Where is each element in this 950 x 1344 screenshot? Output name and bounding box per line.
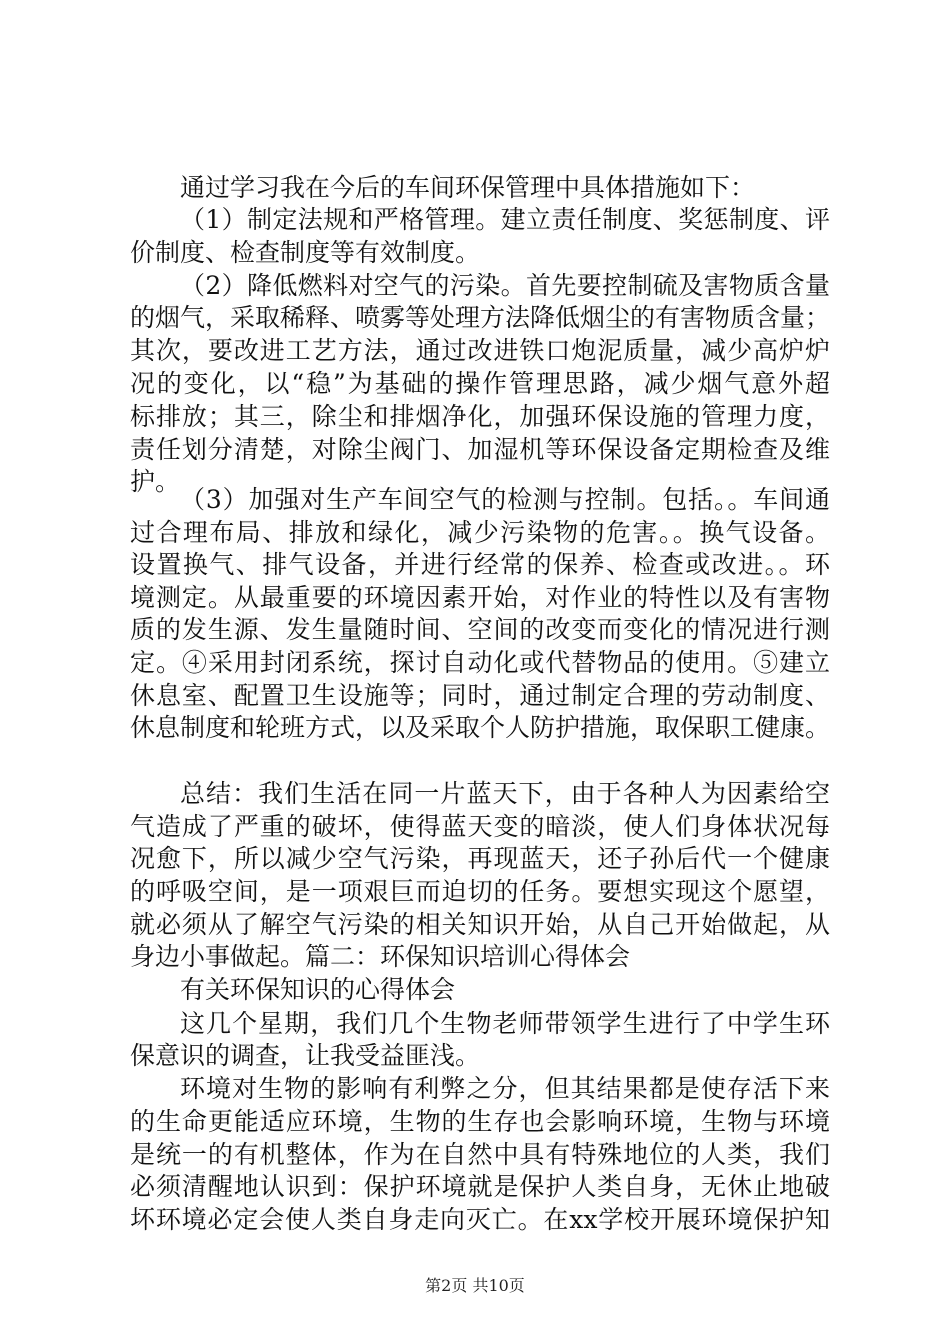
text-line: 是统一的有机整体，作为在自然中具有特殊地位的人类，我们 xyxy=(130,1140,830,1169)
text-line: 价制度、检查制度等有效制度。 xyxy=(130,238,481,267)
text-line: 的呼吸空间，是一项艰巨而迫切的任务。要想实现这个愿望， xyxy=(130,877,830,906)
text-line: 境测定。从最重要的环境因素开始，对作业的特性以及有害物 xyxy=(130,583,830,612)
text-line: 的生命更能适应环境，生物的生存也会影响环境，生物与环境 xyxy=(130,1107,830,1136)
text-line: 坏环境必定会使人类自身走向灭亡。在xx学校开展环境保护知 xyxy=(130,1205,830,1234)
text-line: 况的变化，以“稳”为基础的操作管理思路，减少烟气意外超 xyxy=(130,369,830,398)
text-line: 质的发生源、发生量随时间、空间的改变而变化的情况进行测 xyxy=(130,615,830,644)
text-line: 休息制度和轮班方式，以及采取个人防护措施，取保职工健康。 xyxy=(130,713,830,742)
text-line: 必须清醒地认识到：保护环境就是保护人类自身，无休止地破 xyxy=(130,1172,830,1201)
text-line: 的烟气，采取稀释、喷雾等处理方法降低烟尘的有害物质含量； xyxy=(130,303,830,332)
text-line: 设置换气、排气设备，并进行经常的保养、检查或改进。。环 xyxy=(130,550,830,579)
text-line: 气造成了严重的破坏，使得蓝天变的暗淡，使人们身体状况每 xyxy=(130,812,830,841)
text-line: 责任划分清楚，对除尘阀门、加湿机等环保设备定期检查及维 xyxy=(130,435,830,464)
text-line: （2）降低燃料对空气的污染。首先要控制硫及害物质含量 xyxy=(180,271,830,300)
text-line: 休息室、配置卫生设施等；同时，通过制定合理的劳动制度、 xyxy=(130,681,830,710)
text-line: 保意识的调查，让我受益匪浅。 xyxy=(130,1041,481,1070)
text-line: （1）制定法规和严格管理。建立责任制度、奖惩制度、评 xyxy=(180,205,830,234)
text-line: 这几个星期，我们几个生物老师带领学生进行了中学生环 xyxy=(180,1009,830,1038)
text-line: 总结：我们生活在同一片蓝天下，由于各种人为因素给空 xyxy=(180,779,830,808)
text-line: 标排放；其三，除尘和排烟净化，加强环保设施的管理力度， xyxy=(130,402,830,431)
page-number-footer: 第2页 共10页 xyxy=(425,1276,525,1295)
text-line: 况愈下，所以减少空气污染，再现蓝天，还子孙后代一个健康 xyxy=(130,844,830,873)
text-line: 有关环保知识的心得体会 xyxy=(180,975,456,1004)
text-line: 就必须从了解空气污染的相关知识开始，从自己开始做起，从 xyxy=(130,910,830,939)
text-line: 护。 xyxy=(130,467,181,496)
text-line: 身边小事做起。篇二：环保知识培训心得体会 xyxy=(130,942,631,971)
text-line: 环境对生物的影响有利弊之分，但其结果都是使存活下来 xyxy=(180,1074,830,1103)
text-line: （3）加强对生产车间空气的检测与控制。包括。。车间通 xyxy=(180,485,830,514)
text-line: 过合理布局、排放和绿化，减少污染物的危害。。换气设备。 xyxy=(130,518,830,547)
text-line: 定。④采用封闭系统，探讨自动化或代替物品的使用。⑤建立 xyxy=(130,648,830,677)
text-line: 其次，要改进工艺方法，通过改进铁口炮泥质量，减少高炉炉 xyxy=(130,336,830,365)
text-line: 通过学习我在今后的车间环保管理中具体措施如下： xyxy=(180,173,756,202)
